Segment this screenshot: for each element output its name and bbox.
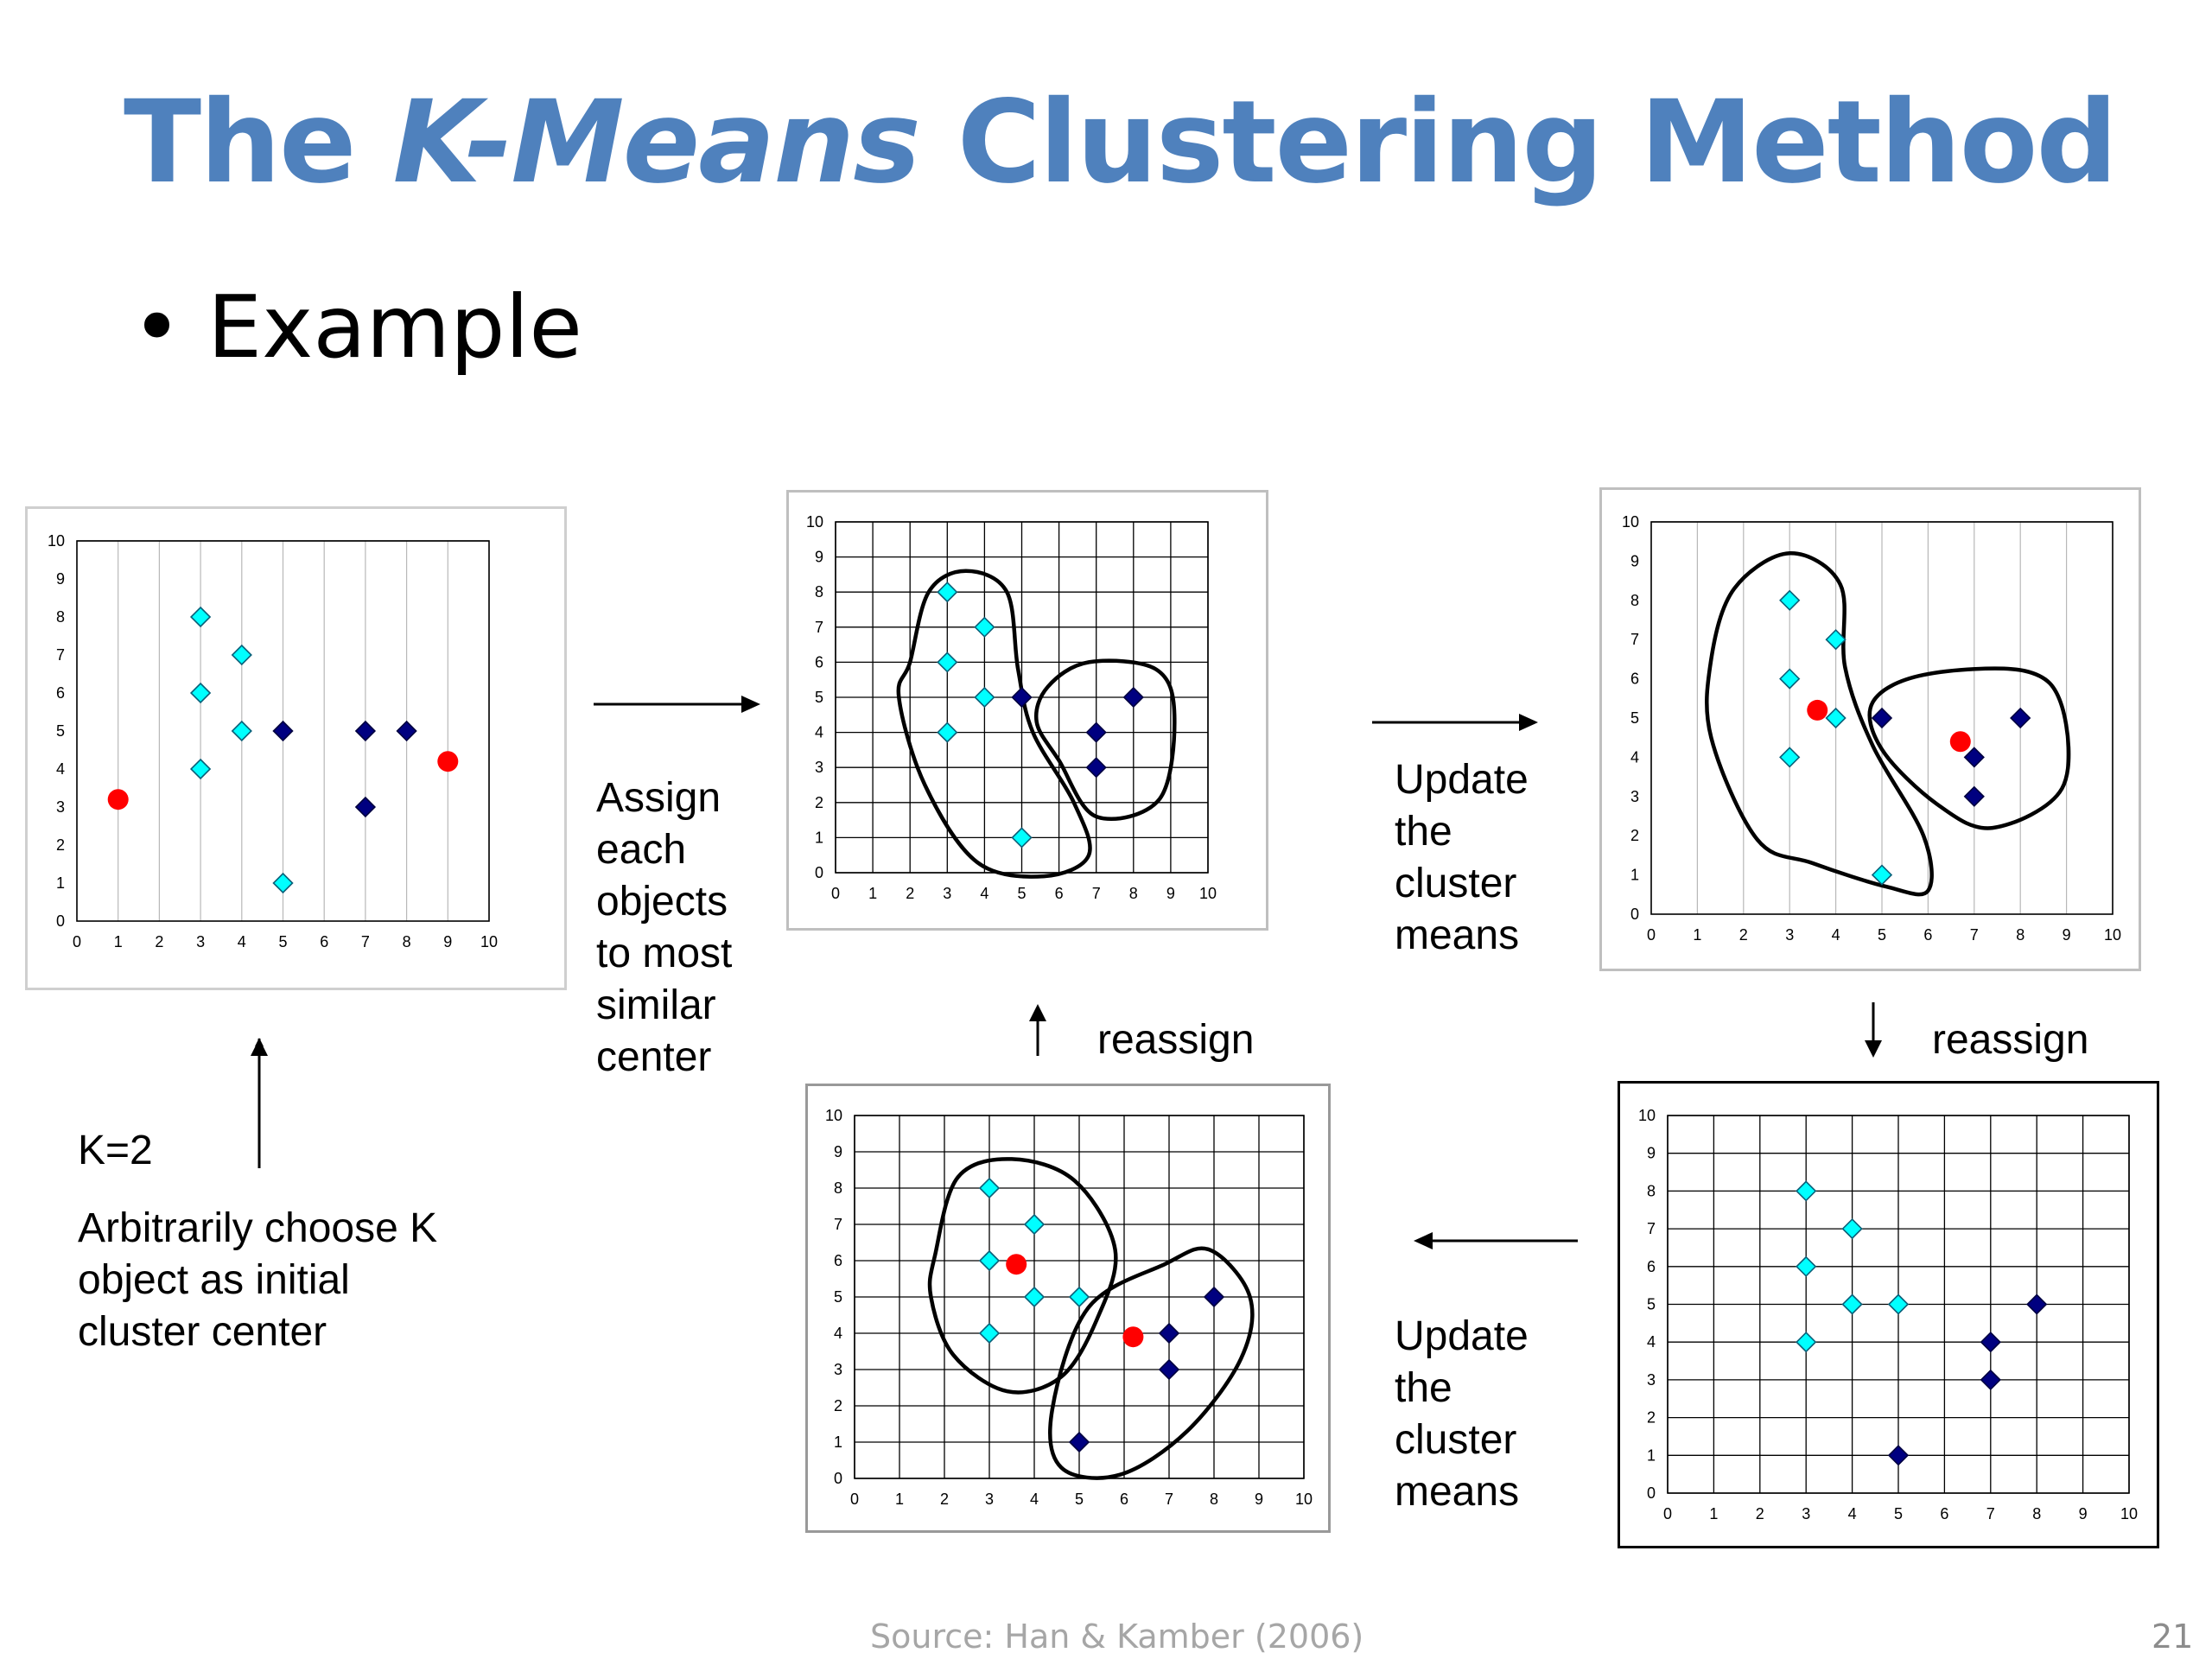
y-tick-label: 2 — [1630, 827, 1639, 845]
update-bottom-line-4: means — [1395, 1469, 1520, 1515]
y-tick-label: 2 — [814, 793, 823, 811]
x-tick-label: 1 — [868, 885, 878, 902]
update-bottom-line-2: the — [1395, 1365, 1452, 1411]
y-tick-label: 4 — [1646, 1333, 1656, 1351]
update-label-bottom — [1395, 1311, 1529, 1518]
k-label-text: K=2 — [78, 1128, 153, 1173]
update-label-top — [1395, 754, 1529, 962]
reassign-right-text: reassign — [1932, 1017, 2089, 1063]
y-tick-label: 6 — [1630, 670, 1639, 688]
x-tick-label: 5 — [278, 933, 288, 950]
x-tick-label: 1 — [894, 1491, 905, 1508]
x-tick-label: 8 — [2016, 926, 2025, 944]
y-tick-label: 9 — [833, 1143, 842, 1160]
arbitrary-line-3: cluster center — [78, 1309, 327, 1355]
x-tick-label: 3 — [1802, 1505, 1811, 1522]
update-top-line-4: means — [1395, 912, 1520, 958]
bullet-text: Example — [207, 276, 582, 378]
y-tick-label: 5 — [55, 722, 65, 740]
y-tick-label: 3 — [814, 759, 823, 777]
x-tick-label: 3 — [943, 885, 952, 902]
x-tick-label: 1 — [113, 933, 123, 950]
x-tick-label: 2 — [1755, 1505, 1764, 1522]
x-tick-label: 9 — [443, 933, 453, 950]
y-tick-label: 4 — [814, 723, 823, 741]
x-tick-label: 2 — [155, 933, 164, 950]
bullet-dot-icon: • — [131, 276, 182, 378]
x-tick-label: 8 — [2032, 1505, 2042, 1522]
y-tick-label: 5 — [1646, 1295, 1656, 1313]
y-tick-label: 0 — [814, 864, 823, 881]
x-tick-label: 5 — [1893, 1505, 1904, 1522]
y-tick-label: 9 — [814, 548, 823, 566]
y-tick-label: 5 — [1630, 709, 1639, 727]
y-tick-label: 3 — [1646, 1370, 1656, 1389]
y-tick-label: 2 — [1646, 1408, 1656, 1427]
y-tick-label: 3 — [1630, 787, 1639, 805]
x-tick-label: 6 — [1940, 1505, 1949, 1522]
update-top-line-3: cluster — [1395, 861, 1517, 906]
arrow-up-reassign-head — [1029, 1004, 1046, 1021]
y-tick-label: 7 — [1646, 1220, 1656, 1238]
y-tick-label: 9 — [1630, 552, 1639, 570]
x-tick-label: 5 — [1877, 926, 1887, 944]
arrow-to-assigned-head — [741, 696, 760, 713]
reassign-label-left — [1097, 1014, 1254, 1066]
x-tick-label: 6 — [320, 933, 329, 950]
x-tick-label: 1 — [1693, 926, 1702, 944]
y-tick-label: 4 — [1630, 748, 1639, 766]
x-tick-label: 4 — [1029, 1491, 1039, 1508]
y-tick-label: 10 — [1637, 1107, 1656, 1124]
y-tick-label: 4 — [55, 760, 65, 778]
y-tick-label: 4 — [833, 1325, 842, 1342]
y-tick-label: 0 — [1646, 1484, 1656, 1502]
x-tick-label: 5 — [1074, 1491, 1084, 1508]
y-tick-label: 8 — [55, 608, 65, 626]
x-tick-label: 10 — [1198, 885, 1217, 902]
x-tick-label: 0 — [830, 885, 841, 902]
assign-line-3: objects — [596, 879, 728, 925]
y-tick-label: 1 — [833, 1433, 842, 1451]
page-number: 21 — [2152, 1618, 2194, 1656]
x-tick-label: 2 — [1738, 926, 1748, 944]
y-tick-label: 1 — [814, 829, 823, 847]
y-tick-label: 5 — [814, 689, 823, 706]
y-tick-label: 10 — [805, 513, 823, 531]
x-tick-label: 5 — [1017, 885, 1027, 902]
x-tick-label: 7 — [1091, 885, 1101, 902]
arrow-down-reassign-head — [1865, 1040, 1882, 1058]
x-tick-label: 8 — [1209, 1491, 1219, 1508]
k-label — [78, 1125, 153, 1177]
x-tick-label: 9 — [1254, 1491, 1264, 1508]
x-tick-label: 0 — [1646, 926, 1656, 944]
reassign-label-right — [1932, 1014, 2088, 1066]
y-tick-label: 7 — [833, 1216, 842, 1233]
x-tick-label: 7 — [1164, 1491, 1174, 1508]
x-tick-label: 10 — [2103, 926, 2122, 944]
y-tick-label: 6 — [814, 653, 823, 671]
x-tick-label: 3 — [984, 1491, 995, 1508]
assign-label — [596, 772, 732, 1084]
x-tick-label: 4 — [237, 933, 246, 950]
source-citation: Source: Han & Kamber (2006) — [870, 1618, 1364, 1656]
y-tick-label: 7 — [55, 646, 65, 664]
assign-line-1: Assign — [596, 775, 721, 821]
assign-line-2: each — [596, 827, 687, 873]
arrow-to-updated-head — [1519, 714, 1538, 731]
y-tick-label: 10 — [824, 1107, 842, 1124]
x-tick-label: 3 — [1785, 926, 1795, 944]
y-tick-label: 3 — [833, 1361, 842, 1378]
y-tick-label: 5 — [833, 1288, 842, 1306]
y-tick-label: 0 — [55, 912, 65, 930]
y-tick-label: 6 — [833, 1252, 842, 1269]
x-tick-label: 7 — [1986, 1505, 1995, 1522]
y-tick-label: 3 — [55, 798, 65, 816]
y-tick-label: 7 — [814, 618, 823, 636]
y-tick-label: 8 — [833, 1179, 842, 1197]
x-tick-label: 6 — [1923, 926, 1933, 944]
y-tick-label: 1 — [55, 874, 65, 892]
arrow-up-from-k-head — [251, 1039, 268, 1056]
update-top-line-1: Update — [1395, 757, 1529, 803]
x-tick-label: 9 — [2062, 926, 2071, 944]
x-tick-label: 2 — [906, 885, 915, 902]
y-tick-label: 2 — [833, 1397, 842, 1414]
x-tick-label: 3 — [196, 933, 206, 950]
x-tick-label: 10 — [480, 933, 499, 950]
y-tick-label: 0 — [833, 1470, 842, 1487]
update-bottom-line-1: Update — [1395, 1313, 1529, 1359]
y-tick-label: 9 — [55, 570, 65, 588]
x-tick-label: 6 — [1054, 885, 1064, 902]
y-tick-label: 2 — [55, 836, 65, 854]
title-emphasis: K-Means — [392, 76, 919, 209]
x-tick-label: 0 — [72, 933, 82, 950]
x-tick-label: 4 — [980, 885, 989, 902]
x-tick-label: 2 — [939, 1491, 950, 1508]
update-top-line-2: the — [1395, 809, 1452, 855]
x-tick-label: 8 — [1128, 885, 1138, 902]
arrow-left-update-head — [1414, 1232, 1433, 1249]
y-tick-label: 1 — [1646, 1446, 1656, 1465]
y-tick-label: 8 — [1630, 591, 1639, 609]
assign-line-4: to most — [596, 931, 733, 976]
x-tick-label: 0 — [849, 1491, 860, 1508]
reassign-left-text: reassign — [1097, 1017, 1255, 1063]
x-tick-label: 6 — [1119, 1491, 1129, 1508]
x-tick-label: 7 — [1969, 926, 1979, 944]
y-tick-label: 6 — [1646, 1257, 1656, 1275]
x-tick-label: 8 — [402, 933, 411, 950]
y-tick-label: 0 — [1630, 906, 1639, 923]
title-suffix: Clustering Method — [918, 76, 2116, 209]
y-tick-label: 8 — [1646, 1182, 1656, 1200]
update-bottom-line-3: cluster — [1395, 1417, 1517, 1463]
x-tick-label: 1 — [1709, 1505, 1719, 1522]
y-tick-label: 10 — [47, 532, 65, 550]
arbitrary-line-2: object as initial — [78, 1257, 350, 1303]
x-tick-label: 9 — [2078, 1505, 2088, 1522]
x-tick-label: 10 — [2120, 1505, 2139, 1522]
x-tick-label: 4 — [1831, 926, 1840, 944]
arbitrary-line-1: Arbitrarily choose K — [78, 1205, 438, 1251]
x-tick-label: 7 — [360, 933, 370, 950]
x-tick-label: 10 — [1294, 1491, 1313, 1508]
y-tick-label: 1 — [1630, 866, 1639, 884]
x-tick-label: 4 — [1847, 1505, 1857, 1522]
y-tick-label: 7 — [1630, 631, 1639, 649]
title-prefix: The — [124, 76, 393, 209]
arbitrary-label — [78, 1203, 437, 1358]
y-tick-label: 9 — [1646, 1144, 1656, 1162]
y-tick-label: 6 — [55, 684, 65, 702]
y-tick-label: 8 — [814, 583, 823, 601]
x-tick-label: 0 — [1662, 1505, 1673, 1522]
x-tick-label: 9 — [1166, 885, 1175, 902]
y-tick-label: 10 — [1621, 513, 1639, 531]
assign-line-5: similar — [596, 982, 716, 1028]
assign-line-6: center — [596, 1034, 712, 1080]
